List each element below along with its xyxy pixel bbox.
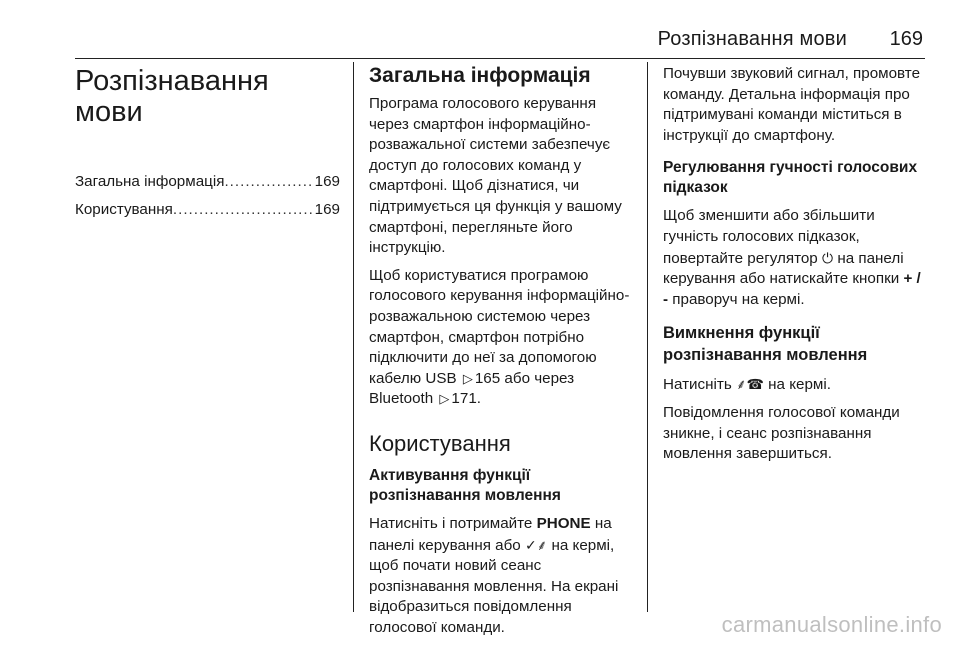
page-header <box>75 24 925 56</box>
text-fragment: або через Bluetooth <box>369 369 575 408</box>
plus-minus-key-label: + / - <box>663 270 921 308</box>
toc-item-usage[interactable] <box>75 200 340 221</box>
toc-leader-dots <box>224 172 312 193</box>
voice-wheel-icon: ✓⸙ <box>524 536 548 553</box>
text-fragment: Натисніть <box>663 376 732 394</box>
paragraph-deactivation-result: Повідомлення голосової команди зникне, і сеанс розпізнавання мовлення завершиться. <box>663 403 900 463</box>
subheading-deactivation: Вимкнення функції розпізнавання мовлення <box>663 324 868 365</box>
toc-label: Загальна інформація <box>75 173 225 190</box>
toc-page: 169 <box>314 173 340 190</box>
volume-knob-icon: ⏻ <box>822 249 834 266</box>
text-fragment: на кермі, щоб почати новий сеанс розпізнавання мовлення. На екрані відобразиться повідомлення голосової команди. <box>369 536 619 636</box>
toc-page: 169 <box>314 200 340 218</box>
page-ref-icon: ▷ <box>462 370 473 386</box>
text-fragment: Натисніть і потримайте <box>369 514 533 532</box>
column-divider-right <box>647 62 648 612</box>
page-ref-icon: ▷ <box>439 391 450 407</box>
page-ref-link[interactable]: 171. <box>451 390 481 408</box>
text-fragment: на панелі керування або натискайте кнопки <box>663 249 904 288</box>
column-toc <box>75 64 340 227</box>
section-heading-general: Загальна інформація <box>369 64 591 87</box>
paragraph-general-connection <box>369 266 633 410</box>
subheading-activation: Активування функції розпізнавання мовлення <box>369 466 561 504</box>
end-call-icon: ⸙☎ <box>735 376 764 393</box>
subheading-volume: Регулювання гучності голосових підказок <box>663 159 918 197</box>
toc-leader-dots <box>173 200 313 221</box>
paragraph-deactivation-press <box>663 374 927 396</box>
page-number: 169 <box>889 28 923 50</box>
paragraph-general-intro: Програма голосового керування через смартфон інформаційно-розважальної системи забезпечує доступ до голосових команд у смартфоні. Щоб дізнатися, чи підтримується ця функція у вашому смартфоні, перегляньте його інструкцію. <box>369 95 622 257</box>
section-heading-usage: Користування <box>369 430 511 456</box>
column-divider-left <box>353 62 354 612</box>
phone-key-label: PHONE <box>536 514 591 532</box>
text-fragment: Щоб зменшити або збільшити гучність голосових підказок, повертайте регулятор <box>663 207 875 267</box>
text-fragment: Щоб користуватися програмою голосового керування інформаційно-розважальною системою через смартфон, смартфон потрібно підключити до неї за допомогою кабелю USB <box>369 266 630 387</box>
toc-label: Користування <box>75 200 173 218</box>
paragraph-activation <box>369 514 633 639</box>
watermark-text: carmanualsonline.info <box>721 612 942 637</box>
header-divider <box>75 58 925 59</box>
paragraph-volume <box>663 206 927 310</box>
text-fragment: на кермі. <box>768 376 831 394</box>
text-fragment: на панелі керування або <box>369 514 612 554</box>
page-ref-link[interactable]: 165 <box>474 369 501 387</box>
header-title: Розпізнавання мови <box>657 28 847 50</box>
toc-item-general[interactable] <box>75 172 340 193</box>
chapter-title: Розпізнавання мови <box>75 65 269 128</box>
text-fragment: праворуч на кермі. <box>672 290 805 308</box>
column-right <box>663 64 927 472</box>
paragraph-activation-continued: Почувши звуковий сигнал, промовте команду. Детальна інформація про підтримувані команди міститься в інструкції до смартфону. <box>663 65 921 144</box>
column-middle <box>369 64 633 645</box>
